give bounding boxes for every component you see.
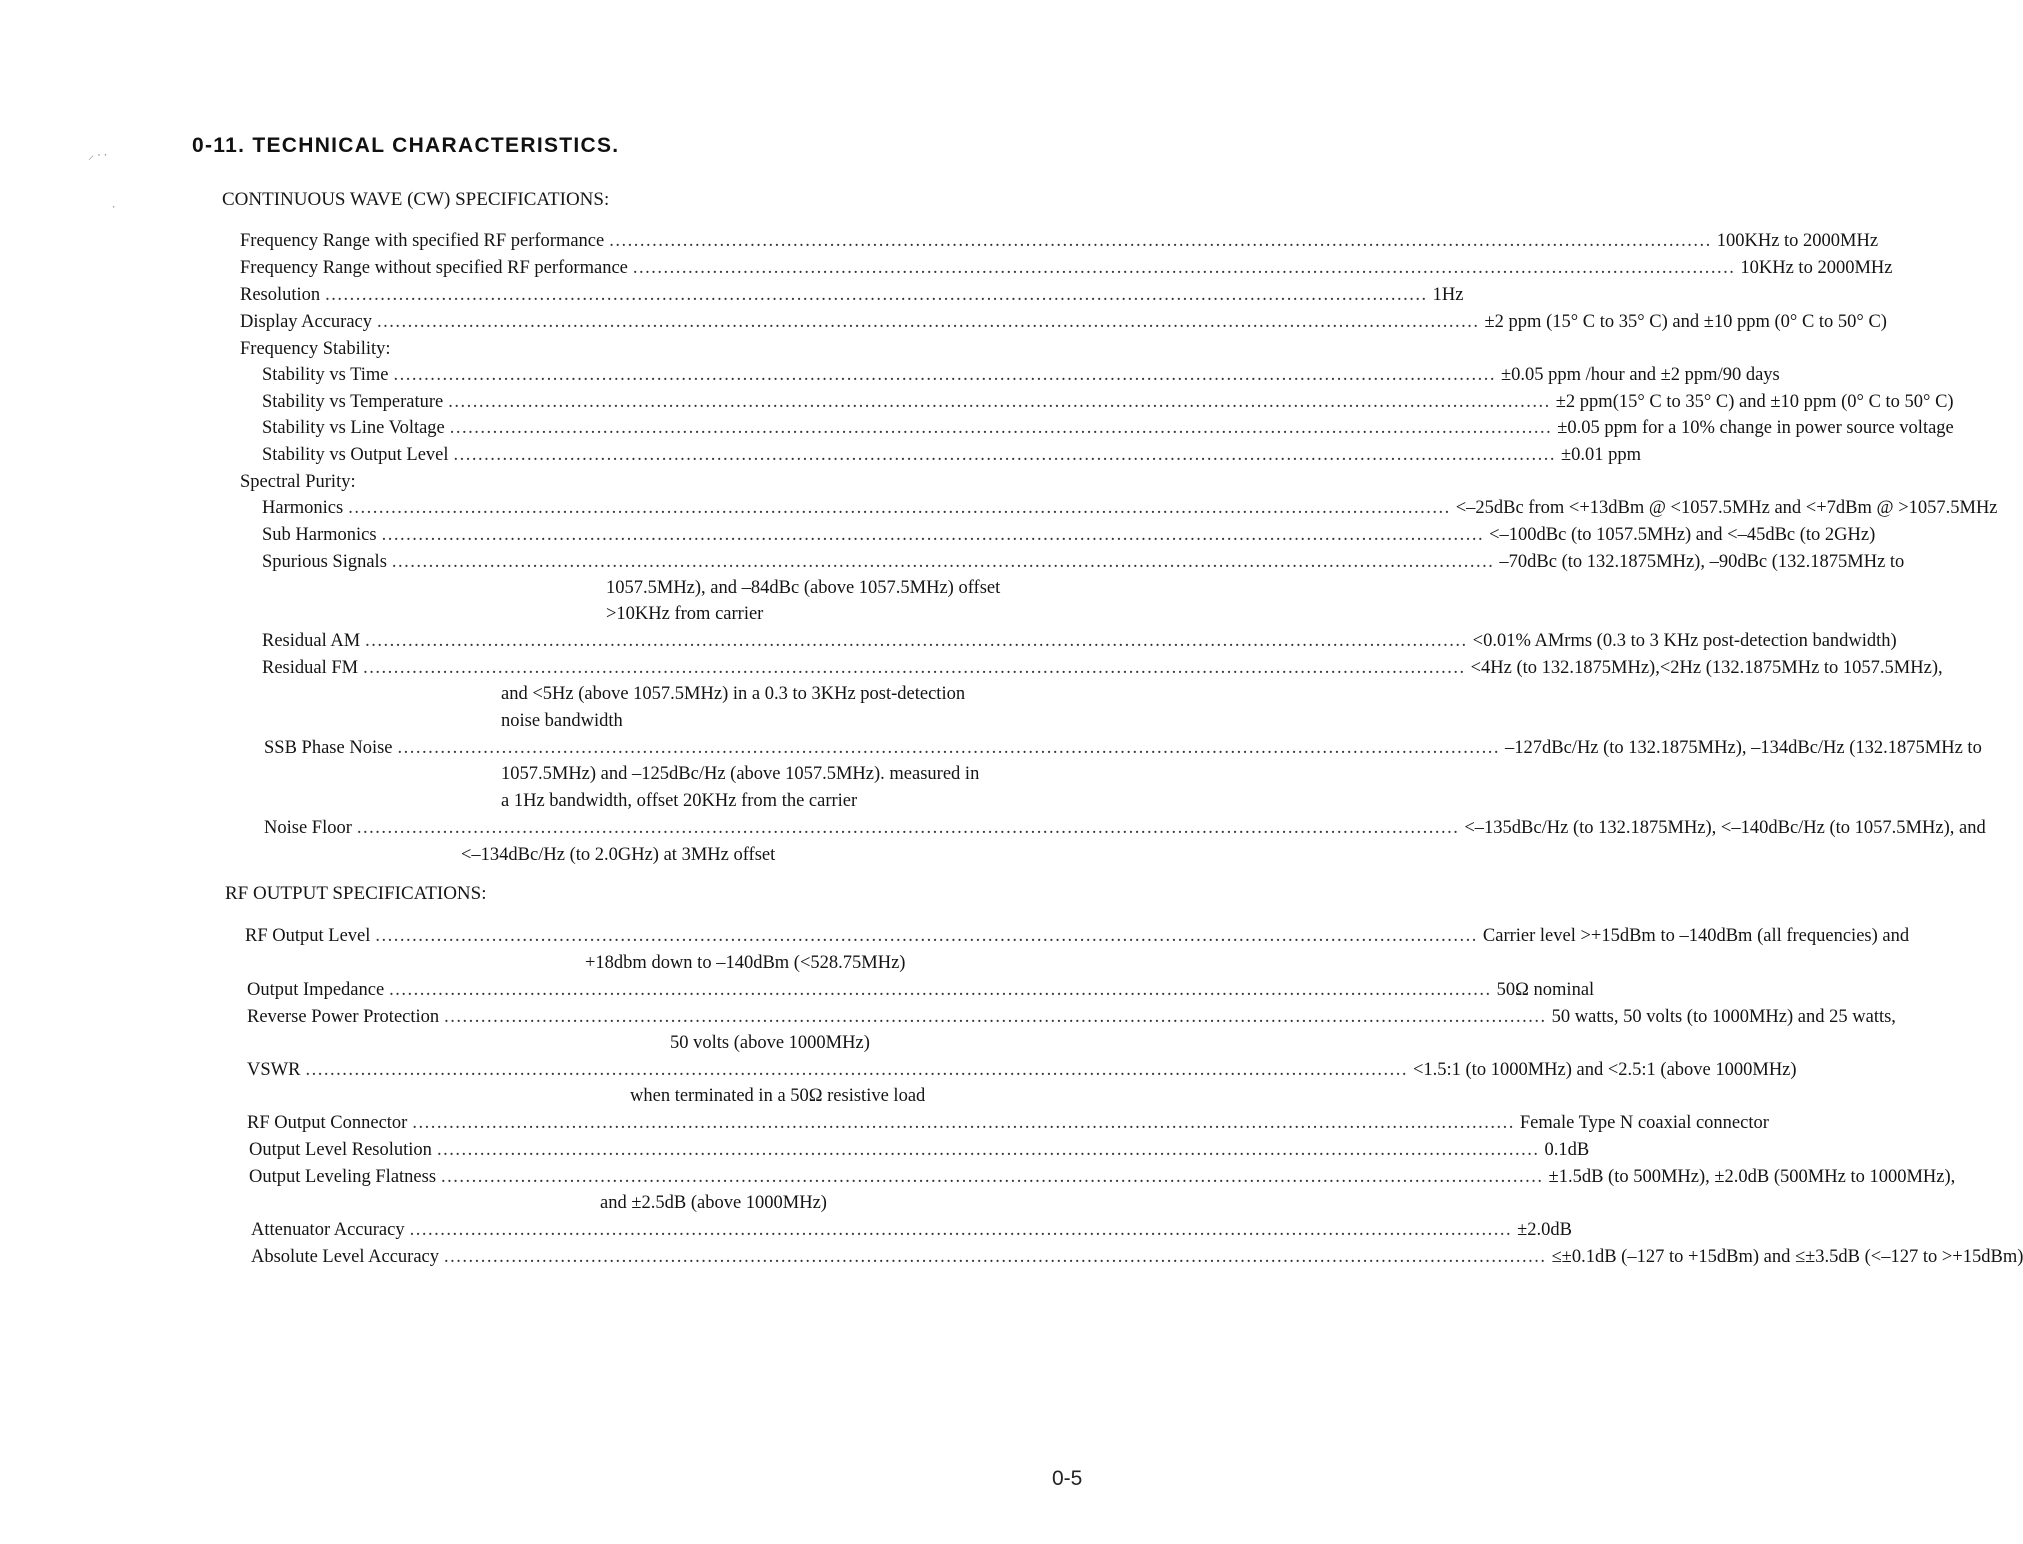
leader-dots: .................................................................................................................................................................................... bbox=[363, 658, 1466, 678]
spec-row-attenuator-accuracy bbox=[251, 1217, 1572, 1243]
spec-value: <–25dBc from <+13dBm @ <1057.5MHz and <+7dBm @ >1057.5MHz bbox=[1455, 498, 1998, 518]
spec-row-output-leveling-flatness bbox=[249, 1164, 1956, 1190]
spec-label: Display Accuracy bbox=[240, 312, 373, 332]
spec-label: Resolution bbox=[240, 285, 321, 305]
leader-dots: .................................................................................................................................................................................... bbox=[305, 1060, 1408, 1080]
page-number: 0-5 bbox=[1052, 1467, 1083, 1490]
scan-mark: ⸱ bbox=[112, 200, 116, 214]
spec-row-spurious bbox=[262, 549, 1905, 575]
leader-dots: .................................................................................................................................................................................... bbox=[632, 258, 1736, 278]
spec-label: Noise Floor bbox=[264, 818, 352, 838]
spec-value: <0.01% AMrms (0.3 to 3 KHz post-detection bandwidth) bbox=[1472, 631, 1897, 651]
spec-row-output-level-resolution bbox=[249, 1137, 1590, 1163]
scan-mark: ⸝ ⸱ ⸱ bbox=[88, 148, 108, 162]
leader-dots: .................................................................................................................................................................................... bbox=[391, 552, 1495, 572]
leader-dots: .................................................................................................................................................................................... bbox=[325, 285, 1428, 305]
cw-title: CONTINUOUS WAVE (CW) SPECIFICATIONS: bbox=[222, 189, 610, 210]
spec-row-rf-output-level bbox=[245, 923, 1910, 949]
spec-value-continuation: 1057.5MHz), and –84dBc (above 1057.5MHz) offset bbox=[606, 578, 1001, 598]
spec-value: ±1.5dB (to 500MHz), ±2.0dB (500MHz to 1000MHz), bbox=[1548, 1167, 1956, 1187]
spec-label: Output Impedance bbox=[247, 980, 385, 1000]
spec-row-stability-time bbox=[262, 362, 1780, 388]
spec-row-freq-range-without bbox=[240, 255, 1893, 281]
spec-value: 1Hz bbox=[1432, 285, 1464, 305]
spec-row-resolution bbox=[240, 282, 1464, 308]
spec-value-continuation: and ±2.5dB (above 1000MHz) bbox=[600, 1193, 827, 1213]
spec-value: 50 watts, 50 volts (to 1000MHz) and 25 watts, bbox=[1551, 1007, 1896, 1027]
spec-row-ssb-phase-noise bbox=[264, 735, 1982, 761]
spec-label: Stability vs Time bbox=[262, 365, 389, 385]
spec-value-continuation: a 1Hz bandwidth, offset 20KHz from the carrier bbox=[501, 791, 858, 811]
spec-label: Absolute Level Accuracy bbox=[251, 1247, 440, 1267]
spec-label: Spurious Signals bbox=[262, 552, 387, 572]
spec-value-continuation: 50 volts (above 1000MHz) bbox=[670, 1033, 870, 1053]
spec-value: 50Ω nominal bbox=[1496, 980, 1595, 1000]
spec-label: RF Output Connector bbox=[247, 1113, 408, 1133]
spec-value: 10KHz to 2000MHz bbox=[1740, 258, 1893, 278]
leader-dots: .................................................................................................................................................................................... bbox=[381, 525, 1485, 545]
leader-dots: .................................................................................................................................................................................... bbox=[397, 738, 1500, 758]
spec-row-stability-line-voltage bbox=[262, 415, 1954, 441]
spec-value: 0.1dB bbox=[1544, 1140, 1590, 1160]
spec-row-noise-floor bbox=[264, 815, 1986, 841]
leader-dots: .................................................................................................................................................................................... bbox=[377, 312, 1480, 332]
spec-value: ≤±0.1dB (–127 to +15dBm) and ≤±3.5dB (<–127 to >+15dBm) bbox=[1551, 1247, 2023, 1267]
spec-row-residual-am bbox=[262, 628, 1897, 654]
spec-value: ±2 ppm(15° C to 35° C) and ±10 ppm (0° C to 50° C) bbox=[1555, 392, 1954, 412]
leader-dots: .................................................................................................................................................................................... bbox=[453, 445, 1557, 465]
spec-value-continuation: <–134dBc/Hz (to 2.0GHz) at 3MHz offset bbox=[461, 845, 776, 865]
leader-dots: .................................................................................................................................................................................... bbox=[375, 926, 1478, 946]
rf-title: RF OUTPUT SPECIFICATIONS: bbox=[225, 883, 487, 904]
spec-row-reverse-power bbox=[247, 1004, 1896, 1030]
spec-value-continuation: and <5Hz (above 1057.5MHz) in a 0.3 to 3KHz post-detection bbox=[501, 684, 966, 704]
leader-dots: .................................................................................................................................................................................... bbox=[389, 980, 1492, 1000]
leader-dots: .................................................................................................................................................................................... bbox=[444, 1247, 1547, 1267]
spec-value: ±0.05 ppm /hour and ±2 ppm/90 days bbox=[1500, 365, 1780, 385]
spec-value: ±2 ppm (15° C to 35° C) and ±10 ppm (0° C to 50° C) bbox=[1484, 312, 1887, 332]
spec-row-freq-range-with bbox=[240, 228, 1879, 254]
spec-label: Reverse Power Protection bbox=[247, 1007, 440, 1027]
spec-value: ±0.01 ppm bbox=[1561, 445, 1642, 465]
spec-value-continuation: 1057.5MHz) and –125dBc/Hz (above 1057.5MHz). measured in bbox=[501, 764, 980, 784]
spec-value-continuation: when terminated in a 50Ω resistive load bbox=[630, 1086, 926, 1106]
spec-row-residual-fm bbox=[262, 655, 1943, 681]
spec-value: <4Hz (to 132.1875MHz),<2Hz (132.1875MHz to 1057.5MHz), bbox=[1470, 658, 1943, 678]
spec-label: SSB Phase Noise bbox=[264, 738, 393, 758]
spec-label: Stability vs Temperature bbox=[262, 392, 444, 412]
spec-value-continuation: noise bandwidth bbox=[501, 711, 623, 731]
spec-row-output-impedance bbox=[247, 977, 1595, 1003]
leader-dots: .................................................................................................................................................................................... bbox=[448, 392, 1551, 412]
leader-dots: .................................................................................................................................................................................... bbox=[441, 1167, 1544, 1187]
spec-label: Harmonics bbox=[262, 498, 344, 518]
spec-value: 100KHz to 2000MHz bbox=[1716, 231, 1879, 251]
spec-row-stability-temperature bbox=[262, 389, 1954, 415]
spec-label: Residual AM bbox=[262, 631, 361, 651]
leader-dots: .................................................................................................................................................................................... bbox=[436, 1140, 1540, 1160]
spec-label: Attenuator Accuracy bbox=[251, 1220, 405, 1240]
freq-stability-label: Frequency Stability: bbox=[240, 339, 391, 359]
section-heading: 0-11. TECHNICAL CHARACTERISTICS. bbox=[192, 134, 620, 157]
leader-dots: .................................................................................................................................................................................... bbox=[412, 1113, 1515, 1133]
spec-row-absolute-level-accuracy bbox=[251, 1244, 2023, 1270]
leader-dots: .................................................................................................................................................................................... bbox=[409, 1220, 1513, 1240]
spec-label: Frequency Range with specified RF performance bbox=[240, 231, 605, 251]
spec-value: ±2.0dB bbox=[1517, 1220, 1572, 1240]
spec-row-vswr bbox=[247, 1057, 1797, 1083]
spec-value: –127dBc/Hz (to 132.1875MHz), –134dBc/Hz (132.1875MHz to bbox=[1505, 738, 1982, 758]
spec-row-harmonics bbox=[262, 495, 1998, 521]
spec-row-display-accuracy bbox=[240, 309, 1887, 335]
spectral-purity-label: Spectral Purity: bbox=[240, 472, 356, 492]
spec-value-continuation: +18dbm down to –140dBm (<528.75MHz) bbox=[585, 953, 906, 973]
spec-label: Residual FM bbox=[262, 658, 359, 678]
leader-dots: .................................................................................................................................................................................... bbox=[609, 231, 1712, 251]
spec-label: VSWR bbox=[247, 1060, 301, 1080]
spec-value: Female Type N coaxial connector bbox=[1519, 1113, 1769, 1133]
spec-label: Sub Harmonics bbox=[262, 525, 377, 545]
spec-row-stability-output-level bbox=[262, 442, 1642, 468]
spec-label: Stability vs Output Level bbox=[262, 445, 449, 465]
spec-value-continuation: >10KHz from carrier bbox=[606, 604, 764, 624]
leader-dots: .................................................................................................................................................................................... bbox=[449, 418, 1553, 438]
spec-label: Output Level Resolution bbox=[249, 1140, 432, 1160]
spec-row-rf-output-connector bbox=[247, 1110, 1769, 1136]
spec-label: Stability vs Line Voltage bbox=[262, 418, 445, 438]
spec-row-sub-harmonics bbox=[262, 522, 1876, 548]
leader-dots: .................................................................................................................................................................................... bbox=[356, 818, 1460, 838]
spec-label: Frequency Range without specified RF performance bbox=[240, 258, 628, 278]
spec-value: <1.5:1 (to 1000MHz) and <2.5:1 (above 1000MHz) bbox=[1412, 1060, 1797, 1080]
spec-value: –70dBc (to 132.1875MHz), –90dBc (132.1875MHz to bbox=[1499, 552, 1905, 572]
leader-dots: .................................................................................................................................................................................... bbox=[393, 365, 1496, 385]
spec-value: <–135dBc/Hz (to 132.1875MHz), <–140dBc/Hz (to 1057.5MHz), and bbox=[1464, 818, 1986, 838]
leader-dots: .................................................................................................................................................................................... bbox=[365, 631, 1468, 651]
spec-value: ±0.05 ppm for a 10% change in power source voltage bbox=[1557, 418, 1954, 438]
leader-dots: .................................................................................................................................................................................... bbox=[444, 1007, 1547, 1027]
spec-value: Carrier level >+15dBm to –140dBm (all frequencies) and bbox=[1482, 926, 1910, 946]
leader-dots: .................................................................................................................................................................................... bbox=[348, 498, 1451, 518]
spec-value: <–100dBc (to 1057.5MHz) and <–45dBc (to 2GHz) bbox=[1489, 525, 1876, 545]
spec-label: RF Output Level bbox=[245, 926, 371, 946]
spec-label: Output Leveling Flatness bbox=[249, 1167, 437, 1187]
